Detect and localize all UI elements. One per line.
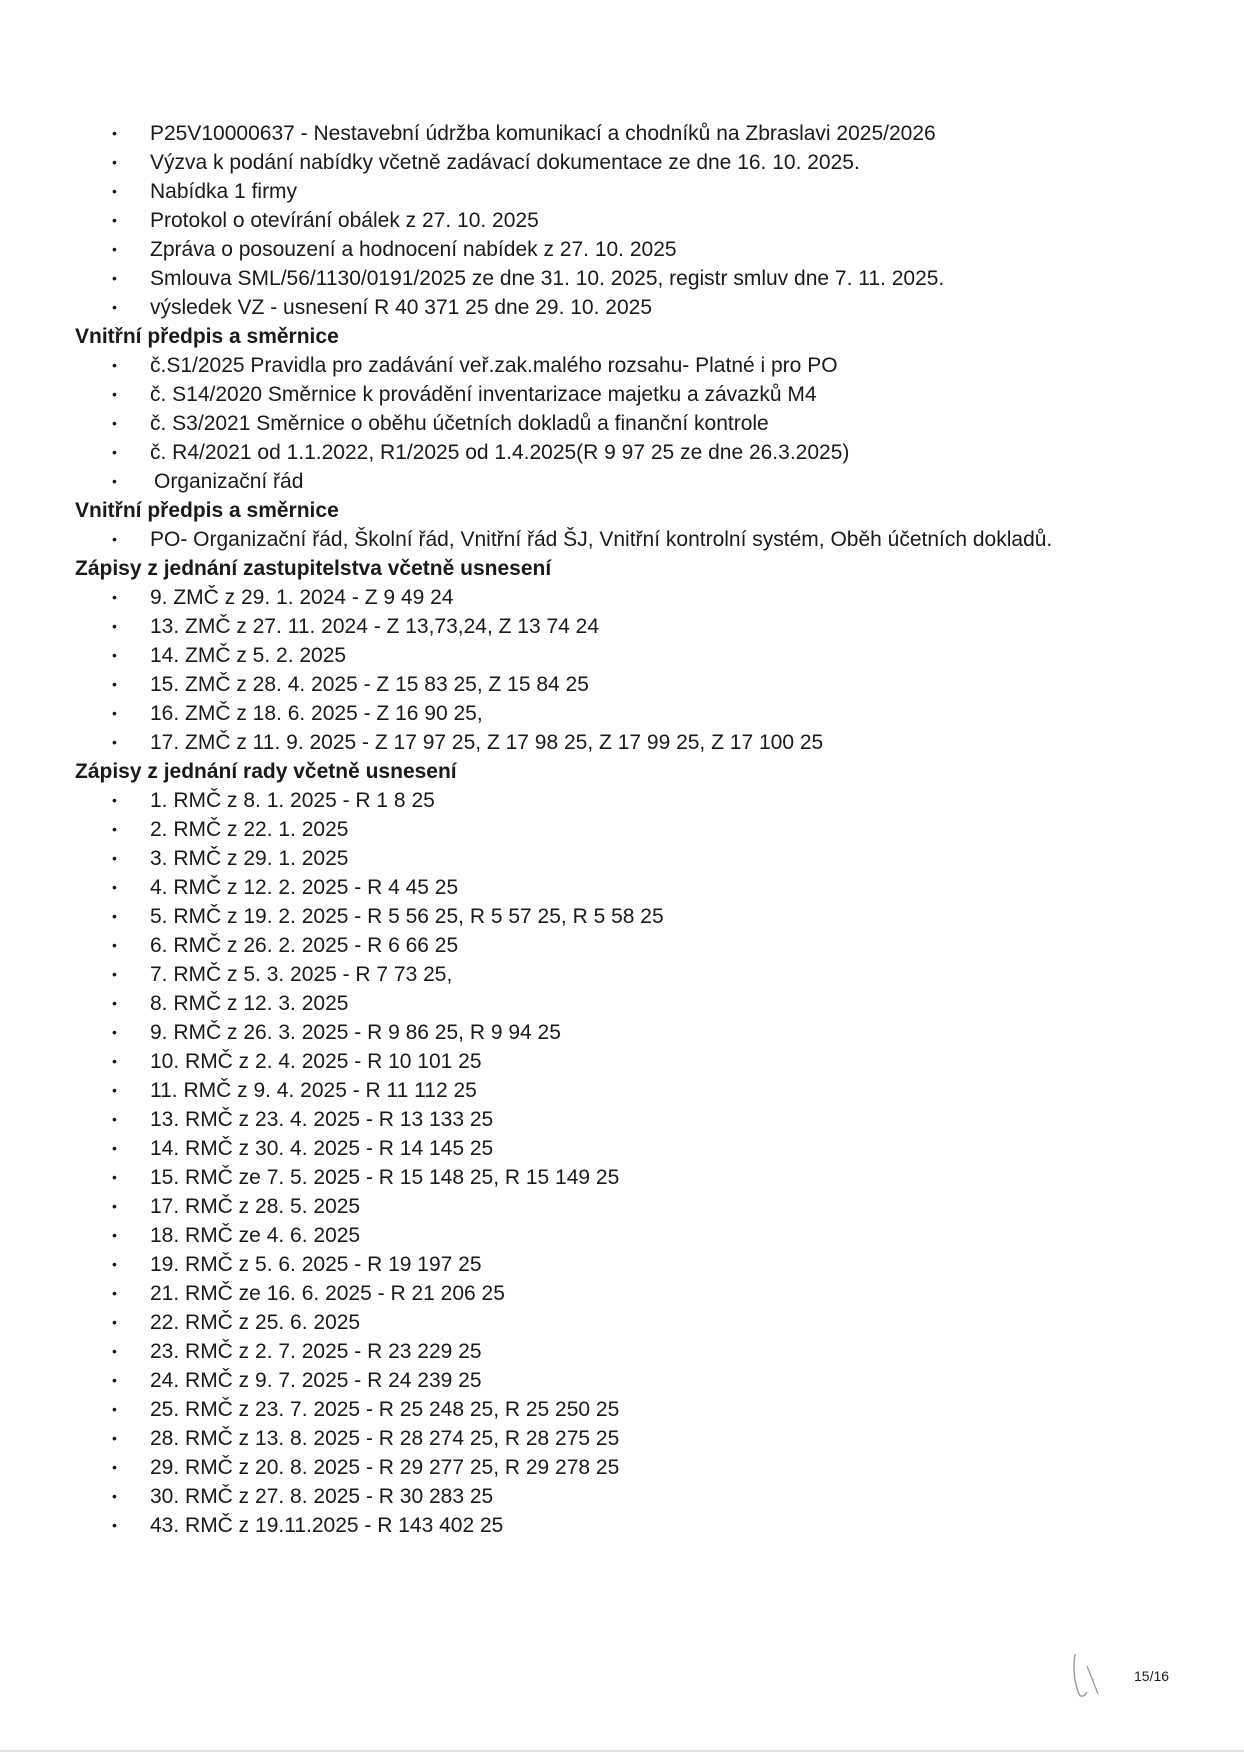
list-item: • 22. RMČ z 25. 6. 2025 [75, 1308, 1195, 1337]
list-item: • 18. RMČ ze 4. 6. 2025 [75, 1221, 1195, 1250]
list-item: • 8. RMČ z 12. 3. 2025 [75, 989, 1195, 1018]
section-heading-internal-regulations-po: Vnitřní předpis a směrnice [75, 499, 339, 522]
list-item: • č. R4/2021 od 1.1.2022, R1/2025 od 1.4.2025(R 9 97 25 ze dne 26.3.2025) [75, 438, 1195, 467]
list-item: • č. S3/2021 Směrnice o oběhu účetních dokladů a finanční kontrole [75, 409, 1195, 438]
bullet-icon: • [112, 1517, 117, 1533]
list-item: • 10. RMČ z 2. 4. 2025 - R 10 101 25 [75, 1047, 1195, 1076]
bullet-icon: • [112, 444, 117, 460]
bullet-icon: • [112, 531, 117, 547]
bullet-icon: • [112, 357, 117, 373]
list-item: • 16. ZMČ z 18. 6. 2025 - Z 16 90 25, [75, 699, 1195, 728]
bullet-icon: • [112, 183, 117, 199]
bullet-icon: • [112, 1198, 117, 1214]
list-item: • 15. RMČ ze 7. 5. 2025 - R 15 148 25, R 15 149 25 [75, 1163, 1195, 1192]
list-item: • 13. RMČ z 23. 4. 2025 - R 13 133 25 [75, 1105, 1195, 1134]
bullet-icon: • [112, 821, 117, 837]
bullet-icon: • [112, 1082, 117, 1098]
bullet-icon: • [112, 1111, 117, 1127]
bullet-icon: • [112, 212, 117, 228]
bullet-icon: • [112, 1169, 117, 1185]
bullet-icon: • [112, 1372, 117, 1388]
list-item: • Nabídka 1 firmy [75, 177, 1195, 206]
list-item: • 43. RMČ z 19.11.2025 - R 143 402 25 [75, 1511, 1195, 1540]
bullet-icon: • [112, 908, 117, 924]
board-minutes-list [75, 786, 1195, 1540]
list-item: • Výzva k podání nabídky včetně zadávací dokumentace ze dne 16. 10. 2025. [75, 148, 1195, 177]
bullet-icon: • [112, 705, 117, 721]
list-item: • 17. ZMČ z 11. 9. 2025 - Z 17 97 25, Z 17 98 25, Z 17 99 25, Z 17 100 25 [75, 728, 1195, 757]
list-item: • 2. RMČ z 22. 1. 2025 [75, 815, 1195, 844]
list-item: • 7. RMČ z 5. 3. 2025 - R 7 73 25, [75, 960, 1195, 989]
list-item: • PO- Organizační řád, Školní řád, Vnitřní řád ŠJ, Vnitřní kontrolní systém, Oběh účetních dokladů. [75, 525, 1195, 554]
bullet-icon: • [112, 1285, 117, 1301]
list-item: • 3. RMČ z 29. 1. 2025 [75, 844, 1195, 873]
list-item: • 11. RMČ z 9. 4. 2025 - R 11 112 25 [75, 1076, 1195, 1105]
list-item: • 6. RMČ z 26. 2. 2025 - R 6 66 25 [75, 931, 1195, 960]
document-body [75, 119, 1195, 1540]
bullet-icon: • [112, 1459, 117, 1475]
bullet-icon: • [112, 241, 117, 257]
bullet-icon: • [112, 676, 117, 692]
bullet-icon: • [112, 270, 117, 286]
list-item: • 14. RMČ z 30. 4. 2025 - R 14 145 25 [75, 1134, 1195, 1163]
list-item: • 15. ZMČ z 28. 4. 2025 - Z 15 83 25, Z 15 84 25 [75, 670, 1195, 699]
list-item: • 19. RMČ z 5. 6. 2025 - R 19 197 25 [75, 1250, 1195, 1279]
list-item: • 5. RMČ z 19. 2. 2025 - R 5 56 25, R 5 57 25, R 5 58 25 [75, 902, 1195, 931]
list-item: • 28. RMČ z 13. 8. 2025 - R 28 274 25, R 28 275 25 [75, 1424, 1195, 1453]
bullet-icon: • [112, 618, 117, 634]
list-item: • č. S14/2020 Směrnice k provádění inventarizace majetku a závazků M4 [75, 380, 1195, 409]
bullet-icon: • [112, 1227, 117, 1243]
bullet-icon: • [112, 1343, 117, 1359]
scan-edge-divider [0, 1750, 1244, 1752]
bullet-icon: • [112, 154, 117, 170]
list-item: • 4. RMČ z 12. 2. 2025 - R 4 45 25 [75, 873, 1195, 902]
list-item: • 21. RMČ ze 16. 6. 2025 - R 21 206 25 [75, 1279, 1195, 1308]
council-minutes-list [75, 583, 1195, 757]
list-item: • Smlouva SML/56/1130/0191/2025 ze dne 31. 10. 2025, registr smluv dne 7. 11. 2025. [75, 264, 1195, 293]
list-item: • 1. RMČ z 8. 1. 2025 - R 1 8 25 [75, 786, 1195, 815]
bullet-icon: • [112, 734, 117, 750]
list-item: • P25V10000637 - Nestavební údržba komunikací a chodníků na Zbraslavi 2025/2026 [75, 119, 1195, 148]
bullet-icon: • [112, 966, 117, 982]
bullet-icon: • [112, 1024, 117, 1040]
bullet-icon: • [112, 1488, 117, 1504]
list-item: • 14. ZMČ z 5. 2. 2025 [75, 641, 1195, 670]
list-item: • výsledek VZ - usnesení R 40 371 25 dne 29. 10. 2025 [75, 293, 1195, 322]
list-item: • 9. ZMČ z 29. 1. 2024 - Z 9 49 24 [75, 583, 1195, 612]
list-item: • 13. ZMČ z 27. 11. 2024 - Z 13,73,24, Z 13 74 24 [75, 612, 1195, 641]
bullet-icon: • [112, 792, 117, 808]
bullet-icon: • [112, 473, 117, 489]
bullet-icon: • [112, 937, 117, 953]
list-item: • Zpráva o posouzení a hodnocení nabídek z 27. 10. 2025 [75, 235, 1195, 264]
list-item: • 29. RMČ z 20. 8. 2025 - R 29 277 25, R 29 278 25 [75, 1453, 1195, 1482]
bullet-icon: • [112, 125, 117, 141]
bullet-icon: • [112, 647, 117, 663]
list-item: • 17. RMČ z 28. 5. 2025 [75, 1192, 1195, 1221]
bullet-icon: • [112, 995, 117, 1011]
bullet-icon: • [112, 1314, 117, 1330]
handwritten-initials-icon [1067, 1648, 1127, 1708]
bullet-icon: • [112, 299, 117, 315]
bullet-icon: • [112, 850, 117, 866]
tender-documents-list [75, 119, 1195, 322]
bullet-icon: • [112, 1053, 117, 1069]
list-item: • 24. RMČ z 9. 7. 2025 - R 24 239 25 [75, 1366, 1195, 1395]
internal-regulations-list [75, 351, 1195, 496]
list-item: • č.S1/2025 Pravidla pro zadávání veř.zak.malého rozsahu- Platné i pro PO [75, 351, 1195, 380]
bullet-icon: • [112, 1140, 117, 1156]
section-heading-internal-regulations: Vnitřní předpis a směrnice [75, 325, 339, 348]
section-heading-board-minutes: Zápisy z jednání rady včetně usnesení [75, 760, 457, 783]
list-item: • 30. RMČ z 27. 8. 2025 - R 30 283 25 [75, 1482, 1195, 1511]
bullet-icon: • [112, 1430, 117, 1446]
bullet-icon: • [112, 415, 117, 431]
bullet-icon: • [112, 589, 117, 605]
bullet-icon: • [112, 1401, 117, 1417]
list-item: • 23. RMČ z 2. 7. 2025 - R 23 229 25 [75, 1337, 1195, 1366]
list-item: • 9. RMČ z 26. 3. 2025 - R 9 86 25, R 9 94 25 [75, 1018, 1195, 1047]
section-heading-council-minutes: Zápisy z jednání zastupitelstva včetně usnesení [75, 557, 552, 580]
bullet-icon: • [112, 879, 117, 895]
list-item: • 25. RMČ z 23. 7. 2025 - R 25 248 25, R 25 250 25 [75, 1395, 1195, 1424]
page-footer [1067, 1648, 1187, 1708]
po-regulations-list [75, 525, 1195, 554]
list-item: • Organizační řád [75, 467, 1195, 496]
page-number: 15/16 [1134, 1668, 1170, 1684]
list-item: • Protokol o otevírání obálek z 27. 10. 2025 [75, 206, 1195, 235]
bullet-icon: • [112, 1256, 117, 1272]
bullet-icon: • [112, 386, 117, 402]
